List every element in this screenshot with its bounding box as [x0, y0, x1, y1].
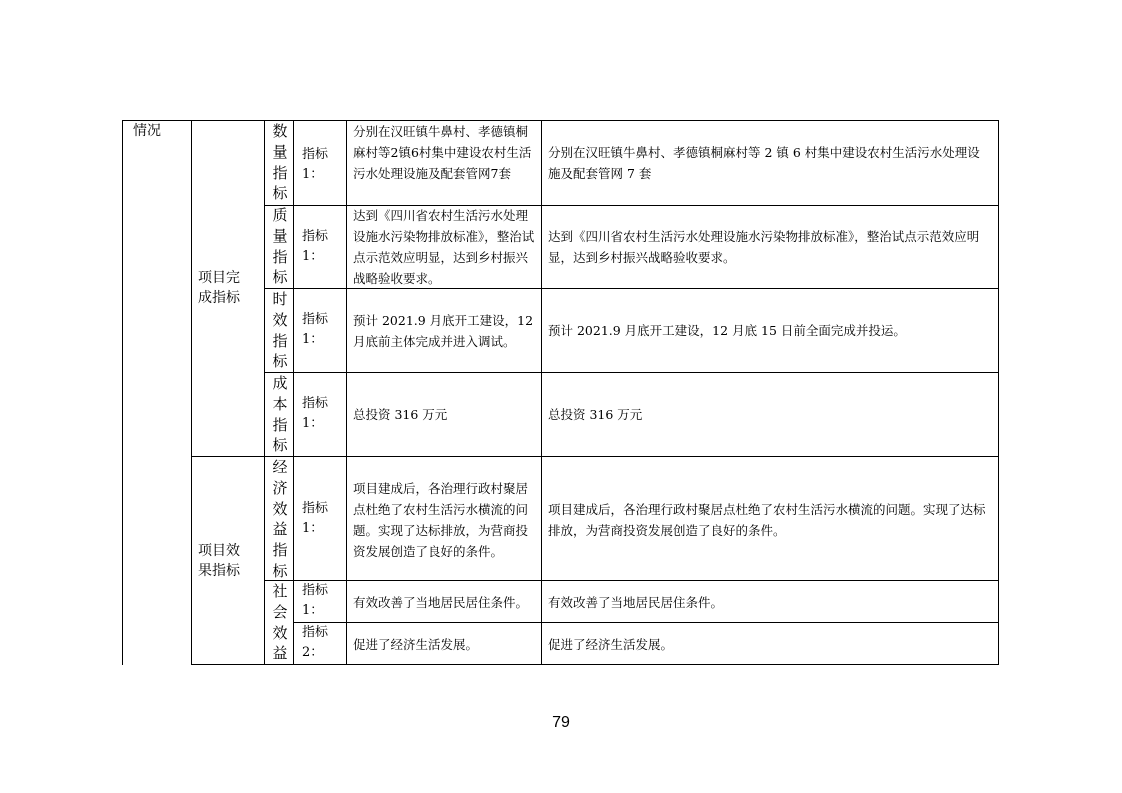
indicator-cell: 指标1：: [302, 312, 329, 347]
target-cell: 项目建成后，各治理行政村聚居点杜绝了农村生活污水横流的问题。实现了达标排放，为营商投资发展创造了良好的条件。: [353, 481, 529, 559]
category-cell: 时效指标: [272, 290, 288, 371]
actual-cell: 分别在汉旺镇牛鼻村、孝德镇桐麻村等 2 镇 6 村集中建设农村生活污水处理设施及配套管网 7 套: [548, 145, 980, 181]
target-cell: 预计 2021.9 月底开工建设，12 月底前主体完成并进入调试。: [353, 313, 534, 349]
category-cell: 经济效益指标: [272, 458, 288, 580]
target-cell: 分别在汉旺镇牛鼻村、孝德镇桐麻村等2镇6村集中建设农村生活污水处理设施及配套管网7套: [353, 124, 532, 181]
target-cell: 总投资 316 万元: [353, 407, 448, 422]
section-label: 情况: [133, 123, 161, 139]
indicator-cell: 指标1：: [302, 147, 329, 182]
indicator-cell: 指标1：: [302, 583, 329, 618]
category-cell: 社会效益: [272, 582, 288, 663]
group-label-completion: 项目完成指标: [198, 270, 240, 306]
page-number: 79: [552, 714, 570, 731]
indicator-cell: 指标1：: [302, 229, 329, 264]
target-cell: 达到《四川省农村生活污水处理设施水污染物排放标准》，整治试点示范效应明显，达到乡村振兴战略验收要求。: [353, 208, 535, 286]
actual-cell: 预计 2021.9 月底开工建设，12 月底 15 日前全面完成并投运。: [548, 323, 906, 338]
actual-cell: 总投资 316 万元: [548, 407, 643, 422]
category-cell: 数量指标: [272, 122, 288, 203]
indicator-cell: 指标1：: [302, 501, 329, 536]
indicator-cell: 指标1：: [302, 396, 329, 431]
target-cell: 有效改善了当地居民居住条件。: [353, 595, 529, 610]
actual-cell: 促进了经济生活发展。: [548, 637, 674, 652]
target-cell: 促进了经济生活发展。: [353, 637, 479, 652]
actual-cell: 项目建成后，各治理行政村聚居点杜绝了农村生活污水横流的问题。实现了达标排放，为营商投资发展创造了良好的条件。: [548, 502, 986, 538]
actual-cell: 达到《四川省农村生活污水处理设施水污染物排放标准》，整治试点示范效应明显，达到乡村振兴战略验收要求。: [548, 229, 980, 265]
indicator-cell: 指标2：: [302, 625, 329, 660]
category-cell: 成本指标: [272, 374, 288, 455]
actual-cell: 有效改善了当地居民居住条件。: [548, 595, 724, 610]
category-cell: 质量指标: [272, 206, 288, 287]
group-label-effect: 项目效果指标: [198, 543, 240, 579]
